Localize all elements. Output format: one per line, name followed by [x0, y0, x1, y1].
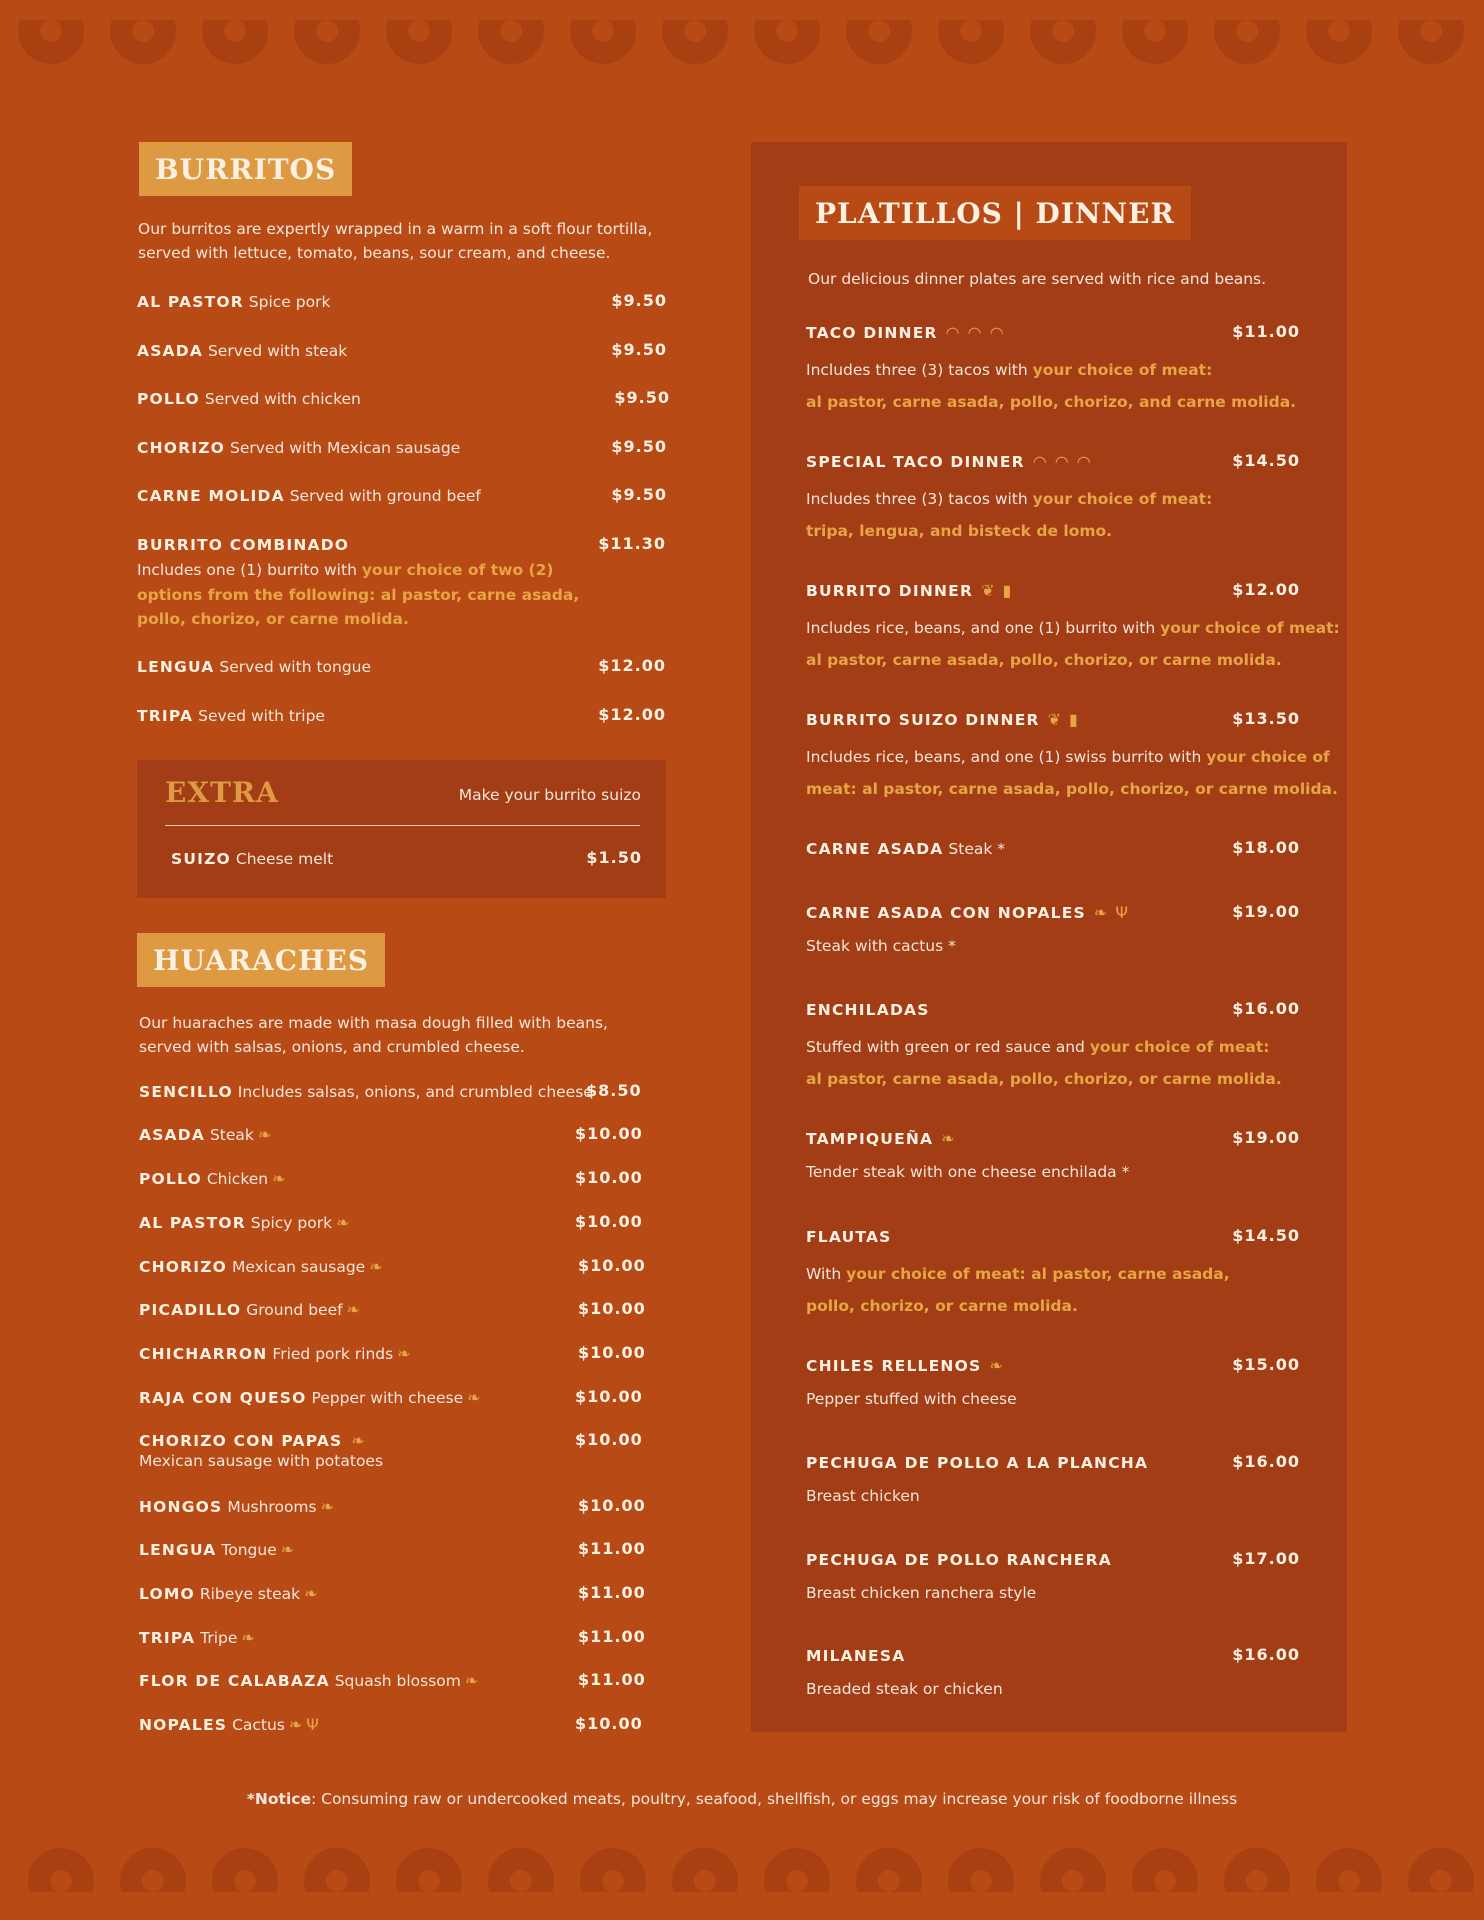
pepper-icon: ❧	[464, 1671, 479, 1690]
item-price: $12.00	[1232, 580, 1300, 599]
burritos-intro: Our burritos are expertly wrapped in a warm in a soft flour tortilla, served with lettuce, tomato, beans, sour cream, and cheese.	[138, 220, 653, 262]
item-description: Mexican sausage with potatoes	[139, 1452, 384, 1470]
item-price: $18.00	[1232, 838, 1300, 857]
arch-ornament	[1398, 20, 1464, 64]
huaraches-intro: Our huaraches are made with masa dough filled with beans, served with salsas, onions, and crumbled cheese.	[139, 1014, 608, 1056]
arch-ornament	[570, 20, 636, 64]
arch-ornament	[212, 1848, 278, 1892]
arch-ornament	[1030, 20, 1096, 64]
arch-ornament	[1306, 20, 1372, 64]
item-price: $11.00	[578, 1583, 646, 1602]
item-price: $10.00	[575, 1387, 643, 1406]
pepper-icon: ❧	[272, 1169, 286, 1188]
item-price: $16.00	[1232, 1645, 1300, 1664]
menu-item: AL PASTOR Spice pork	[137, 293, 331, 311]
item-price: $14.50	[1232, 1226, 1300, 1245]
item-description: Includes one (1) burrito with your choice of two (2) options from the following: al pastor, carne asada, pollo, chorizo, or carne molida.	[137, 561, 580, 628]
item-price: $9.50	[611, 437, 667, 456]
arch-ornament	[1132, 1848, 1198, 1892]
menu-item: AL PASTOR Spicy pork ❧	[139, 1213, 350, 1232]
pepper-icon: ❧	[941, 1129, 955, 1148]
item-price: $10.00	[575, 1124, 643, 1143]
item-price: $10.00	[575, 1430, 643, 1449]
item-description: Tender steak with one cheese enchilada *	[806, 1163, 1130, 1181]
extra-divider	[165, 825, 640, 826]
taco-icon: ◠	[945, 323, 960, 342]
menu-item: ASADA Served with steak	[137, 342, 348, 360]
menu-item: MILANESA	[806, 1647, 906, 1665]
arch-ornament	[294, 20, 360, 64]
taco-icon: ◠	[1054, 452, 1069, 471]
item-price: $10.00	[578, 1256, 646, 1275]
menu-item: CARNE MOLIDA Served with ground beef	[137, 487, 481, 505]
item-price: $10.00	[578, 1299, 646, 1318]
menu-item: PICADILLO Ground beef ❧	[139, 1300, 360, 1319]
arch-ornament	[754, 20, 820, 64]
menu-item: SPECIAL TACO DINNER ◠ ◠ ◠	[806, 452, 1091, 471]
menu-item: PECHUGA DE POLLO RANCHERA	[806, 1551, 1112, 1569]
item-price: $10.00	[575, 1714, 643, 1733]
pepper-icon: ❧	[1093, 903, 1108, 922]
item-description: Includes three (3) tacos with your choice of meat: al pastor, carne asada, pollo, chorizo, and carne molida.	[806, 361, 1297, 411]
pepper-icon: ❧	[280, 1540, 295, 1559]
pepper-icon: ❧	[257, 1125, 272, 1144]
taco-icon: ◠	[1076, 452, 1091, 471]
beans-icon: ❦	[981, 581, 995, 600]
item-price: $14.50	[1232, 451, 1300, 470]
arch-ornament	[1040, 1848, 1106, 1892]
item-price: $12.00	[598, 705, 666, 724]
menu-item: LOMO Ribeye steak ❧	[139, 1584, 318, 1603]
pepper-icon: ❧	[288, 1715, 303, 1734]
arch-ornament	[478, 20, 544, 64]
menu-item: CARNE ASADA Steak *	[806, 840, 1006, 858]
top-pattern-band	[0, 20, 1484, 64]
taco-icon: ◠	[1032, 452, 1047, 471]
dinner-intro: Our delicious dinner plates are served with rice and beans.	[808, 270, 1267, 288]
item-price: $11.00	[578, 1539, 646, 1558]
menu-item: SUIZO Cheese melt	[171, 850, 334, 868]
menu-item: ENCHILADAS	[806, 1001, 930, 1019]
pepper-icon: ❧	[467, 1388, 481, 1407]
extra-heading: EXTRA	[165, 776, 279, 809]
menu-item: TRIPA Seved with tripe	[137, 707, 325, 725]
arch-ornament	[856, 1848, 922, 1892]
arch-ornament	[1214, 20, 1280, 64]
arch-ornament	[672, 1848, 738, 1892]
menu-item: CARNE ASADA CON NOPALES ❧ Ψ	[806, 903, 1128, 922]
item-description: Includes rice, beans, and one (1) swiss burrito with your choice of meat: al pastor, carne asada, pollo, chorizo, or carne molida.	[806, 748, 1338, 798]
menu-item: BURRITO DINNER ❦ ▮	[806, 581, 1012, 600]
menu-item: TRIPA Tripe ❧	[139, 1628, 255, 1647]
menu-item: CHICHARRON Fried pork rinds ❧	[139, 1344, 411, 1363]
cactus-icon: Ψ	[1115, 903, 1128, 922]
menu-item: ASADA Steak ❧	[139, 1125, 272, 1144]
huaraches-heading: HUARACHES	[137, 933, 385, 987]
item-price: $10.00	[578, 1343, 646, 1362]
item-description: Breaded steak or chicken	[806, 1680, 1003, 1698]
item-price: $19.00	[1232, 1128, 1300, 1147]
arch-ornament	[662, 20, 728, 64]
item-price: $11.30	[598, 534, 666, 553]
menu-item: FLOR DE CALABAZA Squash blossom ❧	[139, 1671, 479, 1690]
pepper-icon: ❧	[351, 1431, 365, 1450]
item-price: $9.50	[611, 340, 667, 359]
menu-item: CHORIZO Mexican sausage ❧	[139, 1257, 383, 1276]
bottom-pattern-band	[0, 1848, 1484, 1892]
arch-ornament	[18, 20, 84, 64]
menu-item: FLAUTAS	[806, 1228, 892, 1246]
item-price: $11.00	[578, 1670, 646, 1689]
menu-item: HONGOS Mushrooms ❧	[139, 1497, 335, 1516]
arch-ornament	[304, 1848, 370, 1892]
extra-panel	[137, 760, 666, 898]
cactus-icon: Ψ	[306, 1715, 319, 1734]
pepper-icon: ❧	[989, 1356, 1003, 1375]
arch-ornament	[1122, 20, 1188, 64]
taco-icon: ◠	[989, 323, 1004, 342]
menu-item: LENGUA Served with tongue	[137, 658, 372, 676]
pepper-icon: ❧	[304, 1584, 318, 1603]
item-description: Breast chicken	[806, 1487, 920, 1505]
item-price: $10.00	[575, 1168, 643, 1187]
menu-item: LENGUA Tongue ❧	[139, 1540, 295, 1559]
item-price: $11.00	[1232, 322, 1300, 341]
foodborne-notice: *Notice: Consuming raw or undercooked meats, poultry, seafood, shellfish, or eggs may increase your risk of foodborne illness	[246, 1790, 1238, 1808]
item-description: Includes three (3) tacos with your choice of meat: tripa, lengua, and bisteck de lomo.	[806, 490, 1213, 540]
menu-item: SENCILLO Includes salsas, onions, and crumbled cheese	[139, 1083, 593, 1101]
item-description: Pepper stuffed with cheese	[806, 1390, 1017, 1408]
item-price: $1.50	[586, 848, 642, 867]
item-description: Steak with cactus *	[806, 937, 956, 955]
menu-item: CHORIZO Served with Mexican sausage	[137, 439, 461, 457]
menu-item: RAJA CON QUESO Pepper with cheese ❧	[139, 1388, 481, 1407]
item-description: With your choice of meat: al pastor, carne asada, pollo, chorizo, or carne molida.	[806, 1265, 1230, 1315]
pepper-icon: ❧	[241, 1628, 255, 1647]
item-price: $16.00	[1232, 1452, 1300, 1471]
pepper-icon: ❧	[397, 1344, 411, 1363]
taco-icon: ◠	[967, 323, 982, 342]
burritos-heading: BURRITOS	[139, 142, 352, 196]
pepper-icon: ❧	[320, 1497, 335, 1516]
pepper-icon: ❧	[346, 1300, 360, 1319]
burrito-icon: ▮	[1069, 710, 1078, 729]
menu-item: PECHUGA DE POLLO A LA PLANCHA	[806, 1454, 1149, 1472]
arch-ornament	[202, 20, 268, 64]
pepper-icon: ❧	[369, 1257, 383, 1276]
arch-ornament	[948, 1848, 1014, 1892]
arch-ornament	[488, 1848, 554, 1892]
pepper-icon: ❧	[336, 1213, 350, 1232]
item-price: $19.00	[1232, 902, 1300, 921]
arch-ornament	[386, 20, 452, 64]
menu-item: BURRITO SUIZO DINNER ❦ ▮	[806, 710, 1078, 729]
item-price: $12.00	[598, 656, 666, 675]
menu-item: TACO DINNER ◠ ◠ ◠	[806, 323, 1004, 342]
menu-item: CHILES RELLENOS ❧	[806, 1356, 1003, 1375]
item-price: $9.50	[611, 485, 667, 504]
item-description: Includes rice, beans, and one (1) burrito with your choice of meat: al pastor, carne asada, pollo, chorizo, or carne molida.	[806, 619, 1340, 669]
item-price: $10.00	[578, 1496, 646, 1515]
item-price: $9.50	[611, 291, 667, 310]
beans-icon: ❦	[1047, 710, 1062, 729]
arch-ornament	[846, 20, 912, 64]
menu-item: POLLO Served with chicken	[137, 390, 361, 408]
item-price: $11.00	[578, 1627, 646, 1646]
menu-item: CHORIZO CON PAPAS ❧	[139, 1431, 365, 1450]
item-price: $15.00	[1232, 1355, 1300, 1374]
menu-item: BURRITO COMBINADO	[137, 536, 350, 554]
menu-item: NOPALES Cactus ❧ Ψ	[139, 1715, 319, 1734]
item-description: Breast chicken ranchera style	[806, 1584, 1037, 1602]
menu-item: POLLO Chicken ❧	[139, 1169, 286, 1188]
arch-ornament	[1224, 1848, 1290, 1892]
arch-ornament	[764, 1848, 830, 1892]
menu-item: TAMPIQUEÑA ❧	[806, 1129, 955, 1148]
extra-note: Make your burrito suizo	[458, 786, 641, 804]
dinner-heading: PLATILLOS | DINNER	[799, 186, 1191, 240]
arch-ornament	[938, 20, 1004, 64]
arch-ornament	[580, 1848, 646, 1892]
item-price: $16.00	[1232, 999, 1300, 1018]
arch-ornament	[1316, 1848, 1382, 1892]
burrito-icon: ▮	[1002, 581, 1012, 600]
arch-ornament	[28, 1848, 94, 1892]
arch-ornament	[396, 1848, 462, 1892]
arch-ornament	[120, 1848, 186, 1892]
item-price: $17.00	[1232, 1549, 1300, 1568]
item-price: $9.50	[614, 388, 670, 407]
item-price: $8.50	[586, 1081, 642, 1100]
item-price: $13.50	[1232, 709, 1300, 728]
arch-ornament	[1408, 1848, 1474, 1892]
item-price: $10.00	[575, 1212, 643, 1231]
arch-ornament	[110, 20, 176, 64]
item-description: Stuffed with green or red sauce and your choice of meat: al pastor, carne asada, pollo, chorizo, or carne molida.	[806, 1038, 1282, 1088]
